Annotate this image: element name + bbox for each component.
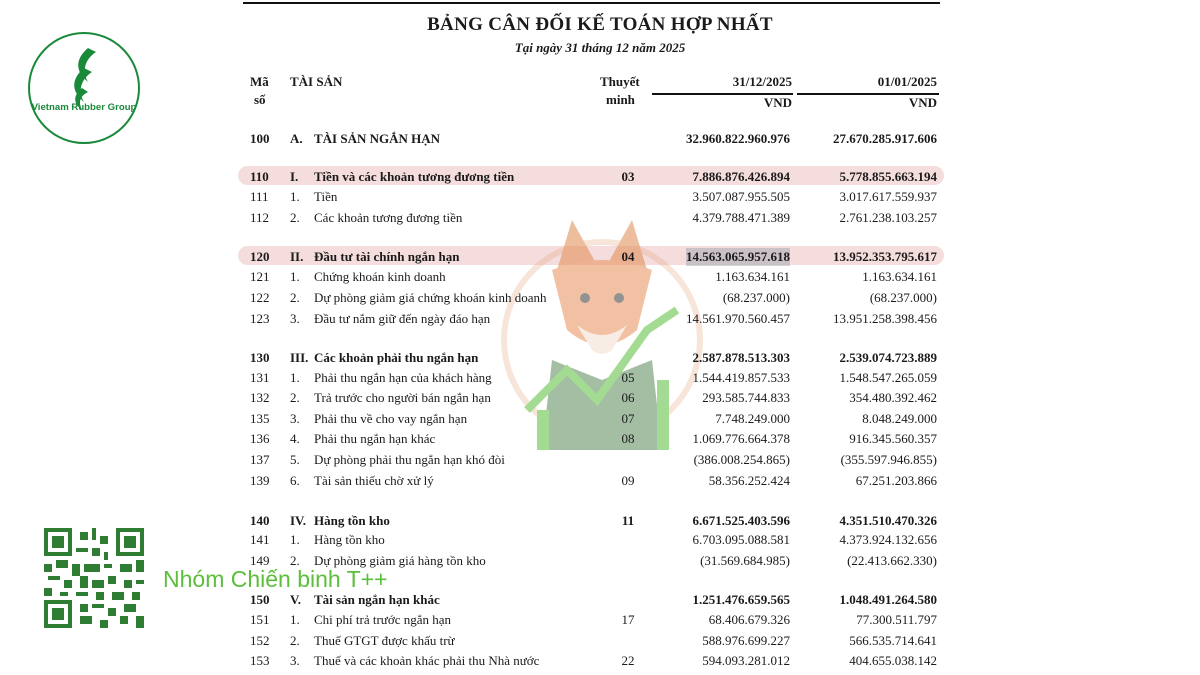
- row-index: 1.: [290, 612, 300, 627]
- row-note: 05: [621, 370, 635, 385]
- row-value-2025-01-01: 2.539.074.723.889: [839, 350, 937, 365]
- row-index: 2.: [290, 290, 300, 305]
- row-150: [250, 591, 940, 609]
- row-note: 08: [621, 431, 635, 446]
- row-value-2025-01-01: (22.413.662.330): [847, 553, 937, 568]
- row-label: Đầu tư nắm giữ đến ngày đáo hạn: [314, 311, 491, 326]
- row-index: II.: [290, 249, 304, 264]
- header-currency-1: VND: [763, 95, 792, 110]
- row-value-2025-01-01: 566.535.714.641: [849, 633, 937, 648]
- row-code: 149: [250, 553, 270, 568]
- page-subtitle: Tại ngày 31 tháng 12 năm 2025: [514, 40, 686, 55]
- row-value-2025-01-01: 404.655.038.142: [849, 653, 937, 668]
- row-index: 3.: [290, 411, 300, 426]
- row-code: 121: [250, 269, 270, 284]
- header-date-2: 01/01/2025: [877, 74, 937, 89]
- row-label: Đầu tư tài chính ngắn hạn: [314, 249, 460, 264]
- row-code: 136: [250, 431, 270, 446]
- row-index: 1.: [290, 370, 300, 385]
- row-value-2025-01-01: 1.048.491.264.580: [839, 592, 937, 607]
- row-137: [250, 451, 940, 469]
- row-label: Phải thu về cho vay ngắn hạn: [314, 411, 468, 426]
- row-value-2025-01-01: 13.952.353.795.617: [833, 249, 937, 264]
- logo-text: Vietnam Rubber Group: [31, 102, 137, 113]
- row-136: [250, 430, 940, 448]
- row-value-2025-12-31: (31.569.684.985): [700, 553, 790, 568]
- header-note-2: minh: [606, 92, 635, 107]
- row-index: 4.: [290, 431, 300, 446]
- row-index: 1.: [290, 189, 300, 204]
- row-note: 07: [621, 411, 635, 426]
- row-value-2025-12-31: 6.703.095.088.581: [692, 532, 790, 547]
- row-label: Các khoản phải thu ngắn hạn: [314, 350, 479, 365]
- row-value-2025-01-01: 5.778.855.663.194: [839, 169, 937, 184]
- row-value-2025-12-31: 3.507.087.955.505: [692, 189, 790, 204]
- row-index: 2.: [290, 553, 300, 568]
- row-value-2025-12-31: 7.748.249.000: [715, 411, 790, 426]
- row-112: [250, 209, 940, 227]
- row-value-2025-01-01: (355.597.946.855): [840, 452, 937, 467]
- row-index: 6.: [290, 473, 300, 488]
- row-153: [250, 652, 940, 670]
- row-123: [250, 310, 940, 328]
- row-code: 100: [250, 131, 270, 146]
- row-code: 123: [250, 311, 270, 326]
- row-value-2025-01-01: 354.480.392.462: [849, 390, 937, 405]
- row-code: 122: [250, 290, 270, 305]
- row-note: 03: [621, 169, 635, 184]
- row-label: Dự phòng phải thu ngắn hạn khó đòi: [314, 452, 505, 467]
- row-value-2025-01-01: 4.351.510.470.326: [839, 513, 937, 528]
- row-note: 22: [621, 653, 635, 668]
- header-code-2: số: [254, 92, 266, 107]
- row-note: 11: [621, 513, 635, 528]
- row-110: [250, 168, 940, 186]
- row-code: 152: [250, 633, 270, 648]
- row-value-2025-12-31: 293.585.744.833: [702, 390, 790, 405]
- row-label: Dự phòng giảm giá hàng tồn kho: [314, 553, 486, 568]
- row-index: V.: [290, 592, 301, 607]
- row-130: [250, 349, 940, 367]
- row-value-2025-12-31: 68.406.679.326: [708, 612, 790, 627]
- row-code: 139: [250, 473, 270, 488]
- row-code: 140: [250, 513, 270, 528]
- row-122: [250, 289, 940, 307]
- row-121: [250, 268, 940, 286]
- row-code: 141: [250, 532, 270, 547]
- row-value-2025-12-31: (68.237.000): [722, 290, 790, 305]
- row-index: 1.: [290, 532, 300, 547]
- row-label: Các khoản tương đương tiền: [314, 210, 463, 225]
- row-value-2025-01-01: 13.951.258.398.456: [833, 311, 937, 326]
- row-value-2025-01-01: 916.345.560.357: [849, 431, 937, 446]
- row-index: 3.: [290, 311, 300, 326]
- row-code: 112: [250, 210, 270, 225]
- row-label: Thuế và các khoản khác phải thu Nhà nước: [314, 653, 540, 668]
- group-watermark-label: Nhóm Chiến binh T++: [163, 566, 388, 592]
- row-label: Tài sản thiếu chờ xử lý: [314, 473, 434, 488]
- row-value-2025-12-31: 1.069.776.664.378: [692, 431, 790, 446]
- row-index: 5.: [290, 452, 300, 467]
- row-label: Phải thu ngắn hạn khác: [314, 431, 436, 446]
- row-132: [250, 389, 940, 407]
- row-value-2025-01-01: 1.163.634.161: [862, 269, 937, 284]
- row-note: 04: [621, 249, 635, 264]
- row-code: 137: [250, 452, 270, 467]
- row-value-2025-01-01: 77.300.511.797: [856, 612, 937, 627]
- row-index: I.: [290, 169, 299, 184]
- row-label: Trả trước cho người bán ngắn hạn: [314, 390, 491, 405]
- row-code: 150: [250, 592, 270, 607]
- row-note: 06: [621, 390, 635, 405]
- row-value-2025-12-31: 7.886.876.426.894: [692, 169, 790, 184]
- row-note: 09: [621, 473, 635, 488]
- row-value-2025-12-31: 1.163.634.161: [715, 269, 790, 284]
- row-label: Tiền và các khoản tương đương tiền: [314, 169, 515, 184]
- row-label: Thuế GTGT được khấu trừ: [314, 633, 455, 648]
- row-label: Chứng khoán kinh doanh: [314, 269, 446, 284]
- row-value-2025-12-31: 4.379.788.471.389: [692, 210, 790, 225]
- row-152: [250, 632, 940, 650]
- row-label: Hàng tồn kho: [314, 513, 390, 528]
- row-index: III.: [290, 350, 309, 365]
- row-code: 131: [250, 370, 270, 385]
- row-value-2025-12-31: 1.544.419.857.533: [692, 370, 790, 385]
- top-rule: [243, 2, 940, 4]
- row-label: Tiền: [314, 189, 338, 204]
- row-value-2025-01-01: 4.373.924.132.656: [839, 532, 937, 547]
- row-value-2025-01-01: 27.670.285.917.606: [833, 131, 937, 146]
- row-value-2025-01-01: 2.761.238.103.257: [839, 210, 937, 225]
- page-title: BẢNG CÂN ĐỐI KẾ TOÁN HỢP NHẤT: [427, 14, 773, 35]
- row-value-2025-01-01: 8.048.249.000: [862, 411, 937, 426]
- row-value-2025-01-01: 3.017.617.559.937: [839, 189, 937, 204]
- row-value-2025-12-31: 6.671.525.403.596: [692, 513, 790, 528]
- row-value-2025-12-31: 594.093.281.012: [702, 653, 790, 668]
- row-111: [250, 188, 940, 206]
- row-code: 135: [250, 411, 270, 426]
- row-100: [250, 130, 940, 148]
- row-label: TÀI SẢN NGẮN HẠN: [314, 131, 441, 146]
- row-value-2025-01-01: (68.237.000): [869, 290, 937, 305]
- row-index: A.: [290, 131, 303, 146]
- header-assets: TÀI SẢN: [290, 74, 343, 89]
- row-value-2025-01-01: 67.251.203.866: [855, 473, 937, 488]
- header-note-1: Thuyết: [600, 74, 640, 89]
- row-value-2025-12-31: 14.561.970.560.457: [686, 311, 790, 326]
- row-code: 132: [250, 390, 270, 405]
- qr-code-icon: [44, 528, 144, 628]
- row-code: 151: [250, 612, 270, 627]
- row-index: 3.: [290, 653, 300, 668]
- row-code: 130: [250, 350, 270, 365]
- row-label: Dự phòng giảm giá chứng khoán kinh doanh: [314, 290, 547, 305]
- row-value-2025-12-31: 14.563.065.957.618: [686, 249, 790, 264]
- row-label: Chi phí trả trước ngắn hạn: [314, 612, 452, 627]
- row-value-2025-01-01: 1.548.547.265.059: [839, 370, 937, 385]
- row-index: 2.: [290, 633, 300, 648]
- row-value-2025-12-31: 588.976.699.227: [702, 633, 790, 648]
- row-value-2025-12-31: 2.587.878.513.303: [692, 350, 790, 365]
- row-value-2025-12-31: 1.251.476.659.565: [692, 592, 790, 607]
- row-141: [250, 531, 940, 549]
- row-label: Phải thu ngắn hạn của khách hàng: [314, 370, 492, 385]
- row-139: [250, 472, 940, 490]
- row-135: [250, 410, 940, 428]
- row-label: Tài sản ngắn hạn khác: [314, 592, 440, 607]
- row-151: [250, 611, 940, 629]
- header-currency-2: VND: [908, 95, 937, 110]
- row-code: 111: [250, 189, 269, 204]
- row-code: 110: [250, 169, 269, 184]
- row-code: 120: [250, 249, 270, 264]
- row-index: IV.: [290, 513, 307, 528]
- row-120: [250, 248, 940, 266]
- header-date-1: 31/12/2025: [732, 74, 792, 89]
- row-code: 153: [250, 653, 270, 668]
- row-131: [250, 369, 940, 387]
- row-label: Hàng tồn kho: [314, 532, 385, 547]
- row-value-2025-12-31: 58.356.252.424: [708, 473, 790, 488]
- row-index: 2.: [290, 390, 300, 405]
- row-value-2025-12-31: (386.008.254.865): [693, 452, 790, 467]
- row-index: 2.: [290, 210, 300, 225]
- row-140: [250, 512, 940, 530]
- header-code-1: Mã: [250, 74, 269, 89]
- row-note: 17: [621, 612, 635, 627]
- row-value-2025-12-31: 32.960.822.960.976: [686, 131, 790, 146]
- row-index: 1.: [290, 269, 300, 284]
